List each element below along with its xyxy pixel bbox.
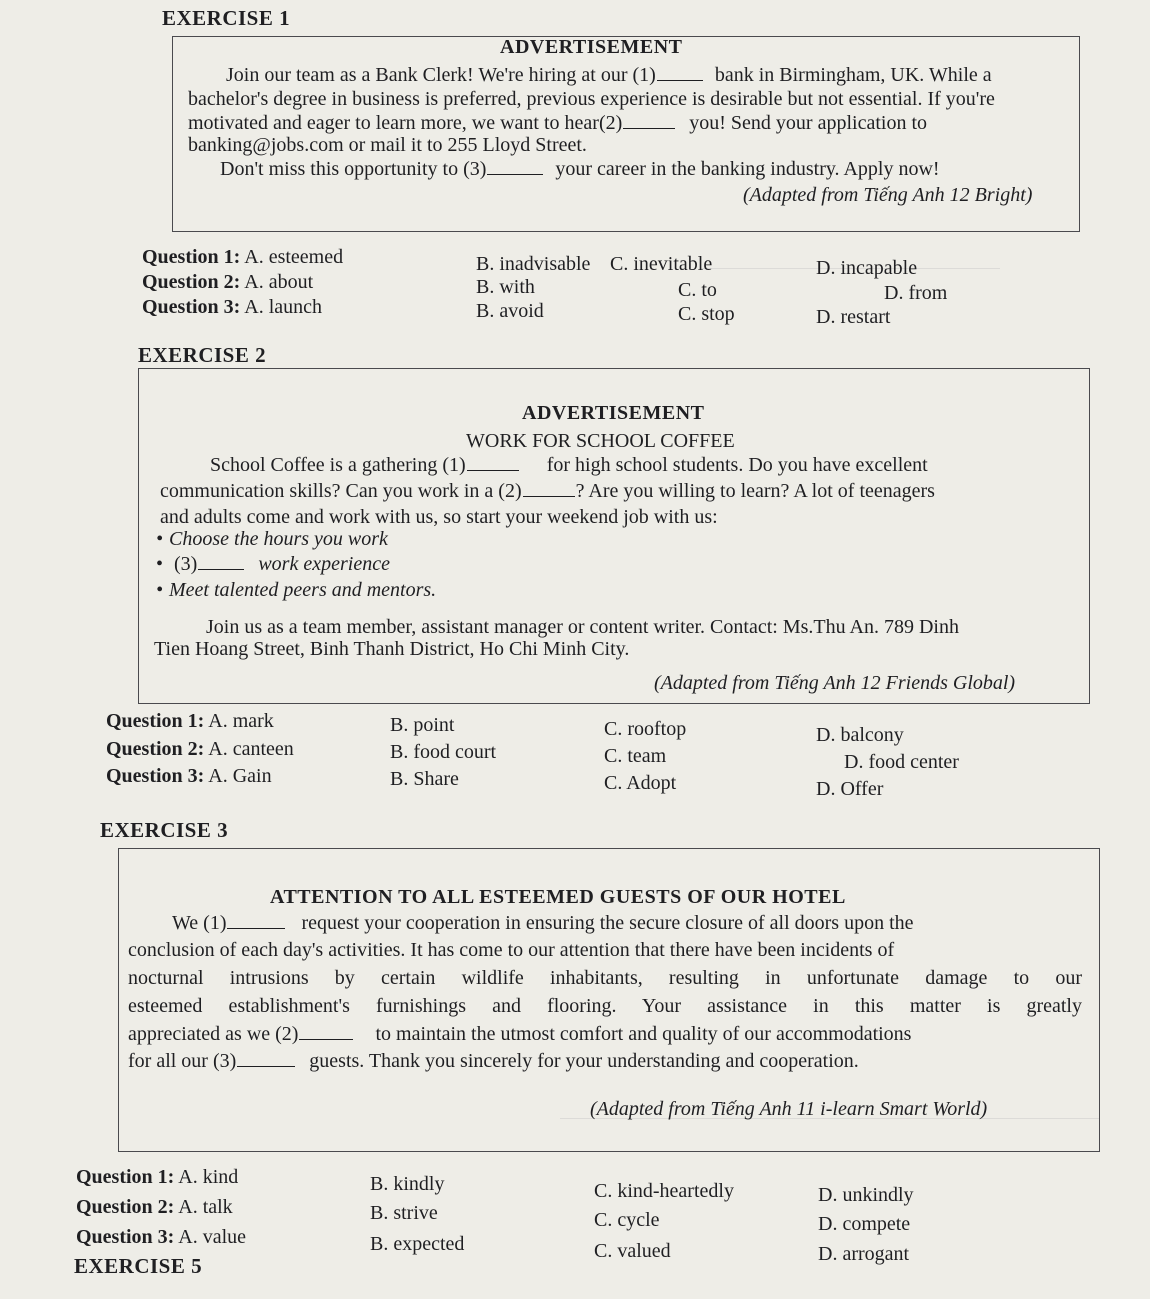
exercise-1-line-1 <box>226 62 992 88</box>
exercise-1-line-5 <box>220 156 940 182</box>
text: guests. Thank you sincerely for your understanding and cooperation. <box>309 1050 859 1072</box>
question-label: Question 1: <box>106 710 205 732</box>
ex3-q2-option-b[interactable]: B. strive <box>370 1202 438 1224</box>
ex1-question-3 <box>142 296 322 319</box>
ex2-q2-option-c[interactable]: C. team <box>604 745 667 767</box>
ex2-q1-option-d[interactable]: D. balcony <box>816 724 904 746</box>
ex3-question-1 <box>76 1166 238 1189</box>
ex3-q3-option-d[interactable]: D. arrogant <box>818 1243 910 1265</box>
question-label: Question 3: <box>106 765 205 787</box>
ex3-q3-option-b[interactable]: B. expected <box>370 1233 465 1255</box>
exercise-2-heading: ADVERTISEMENT <box>522 402 705 424</box>
exercise-3-heading: ATTENTION TO ALL ESTEEMED GUESTS OF OUR HOTEL <box>270 886 846 908</box>
exercise-1-heading: ADVERTISEMENT <box>500 36 683 58</box>
exercise-2-bullet-2 <box>156 551 390 577</box>
ex2-q2-option-b[interactable]: B. food court <box>390 741 497 763</box>
text: Don't miss this opportunity to (3) <box>220 158 487 180</box>
question-label: Question 3: <box>142 296 241 318</box>
exercise-3-source: (Adapted from Tiếng Anh 11 i-learn Smart World) <box>590 1098 988 1120</box>
ex1-question-2 <box>142 271 313 294</box>
text: for high school students. Do you have excellent <box>546 454 928 476</box>
exercise-2-title: EXERCISE 2 <box>138 343 267 367</box>
option-a[interactable]: A. esteemed <box>244 246 344 268</box>
ex1-q1-option-b[interactable]: B. inadvisable <box>476 253 591 275</box>
question-label: Question 3: <box>76 1226 175 1248</box>
ex3-question-2 <box>76 1196 233 1219</box>
ex1-q1-option-d[interactable]: D. incapable <box>816 257 918 279</box>
exercise-1-line-2: bachelor's degree in business is preferred, previous experience is desirable but not essential. If you're <box>188 88 995 110</box>
exercise-2-line-1 <box>210 452 928 478</box>
exercise-3-line-2: conclusion of each day's activities. It has come to our attention that there have been incidents of <box>128 939 895 961</box>
question-label: Question 1: <box>76 1166 175 1188</box>
text: communication skills? Can you work in a (2) <box>160 480 522 502</box>
blank-2 <box>623 127 675 129</box>
ex2-q2-option-d[interactable]: D. food center <box>844 751 959 773</box>
exercise-2-line-2 <box>160 478 935 504</box>
blank-1 <box>657 79 703 81</box>
ex1-q2-option-c[interactable]: C. to <box>678 279 717 301</box>
ex3-q2-option-c[interactable]: C. cycle <box>594 1209 660 1231</box>
ex1-q2-option-b[interactable]: B. with <box>476 276 535 298</box>
exercise-1-source: (Adapted from Tiếng Anh 12 Bright) <box>743 184 1033 206</box>
ex3-q1-option-b[interactable]: B. kindly <box>370 1173 445 1195</box>
ex1-q3-option-d[interactable]: D. restart <box>816 306 891 328</box>
option-a[interactable]: A. value <box>178 1226 247 1248</box>
ex1-q2-option-d[interactable]: D. from <box>884 282 948 304</box>
blank-1 <box>227 927 285 929</box>
ex1-q1-option-c[interactable]: C. inevitable <box>610 253 713 275</box>
exercise-3-line-6 <box>128 1048 859 1074</box>
option-a[interactable]: A. kind <box>178 1166 239 1188</box>
exercise-1-title: EXERCISE 1 <box>162 6 291 30</box>
question-label: Question 2: <box>76 1196 175 1218</box>
text: work experience <box>258 553 390 575</box>
text: ? Are you willing to learn? A lot of teenagers <box>575 480 935 502</box>
text: We (1) <box>172 912 227 934</box>
text: Join our team as a Bank Clerk! We're hiring at our (1) <box>226 64 656 86</box>
blank-3 <box>237 1065 295 1067</box>
option-a[interactable]: A. mark <box>208 710 274 732</box>
exercise-5-title: EXERCISE 5 <box>74 1254 203 1278</box>
text: (3) <box>174 553 198 575</box>
text: you! Send your application to <box>689 112 927 134</box>
ex3-q3-option-c[interactable]: C. valued <box>594 1240 671 1262</box>
ex2-q1-option-b[interactable]: B. point <box>390 714 455 736</box>
text: School Coffee is a gathering (1) <box>210 454 466 476</box>
exercise-3-title: EXERCISE 3 <box>100 818 229 842</box>
ex2-question-3 <box>106 765 272 788</box>
ex1-q3-option-c[interactable]: C. stop <box>678 303 735 325</box>
option-a[interactable]: A. launch <box>244 296 323 318</box>
question-label: Question 2: <box>106 738 205 760</box>
option-a[interactable]: A. about <box>244 271 314 293</box>
text: your career in the banking industry. Apply now! <box>555 158 940 180</box>
text: bank in Birmingham, UK. While a <box>714 64 992 86</box>
exercise-2-bullet-1: • Choose the hours you work <box>156 526 388 552</box>
ex2-q3-option-b[interactable]: B. Share <box>390 768 459 790</box>
question-label: Question 2: <box>142 271 241 293</box>
blank-1 <box>467 469 519 471</box>
exercise-2-bullet-3: • Meet talented peers and mentors. <box>156 577 436 603</box>
text: for all our (3) <box>128 1050 237 1072</box>
ex2-question-2 <box>106 738 294 761</box>
exercise-2-line-4: Join us as a team member, assistant manager or content writer. Contact: Ms.Thu An. 789 Dinh <box>206 616 959 638</box>
exercise-2-subheading: WORK FOR SCHOOL COFFEE <box>466 430 735 452</box>
ex2-q3-option-c[interactable]: C. Adopt <box>604 772 677 794</box>
blank-2 <box>299 1038 353 1040</box>
exercise-1-line-4: banking@jobs.com or mail it to 255 Lloyd Street. <box>188 134 587 156</box>
option-a[interactable]: A. canteen <box>208 738 294 760</box>
ex2-question-1 <box>106 710 274 733</box>
ex3-q1-option-d[interactable]: D. unkindly <box>818 1184 914 1206</box>
option-a[interactable]: A. talk <box>178 1196 233 1218</box>
exercise-2-line-3: and adults come and work with us, so start your weekend job with us: <box>160 506 718 528</box>
blank-2 <box>523 495 575 497</box>
blank-3 <box>198 568 244 570</box>
ex2-q3-option-d[interactable]: D. Offer <box>816 778 884 800</box>
text: to maintain the utmost comfort and quality of our accommodations <box>375 1023 912 1045</box>
text: appreciated as we (2) <box>128 1023 299 1045</box>
ex1-question-1 <box>142 246 343 269</box>
ex3-q1-option-c[interactable]: C. kind-heartedly <box>594 1180 734 1202</box>
exercise-3-line-5 <box>128 1021 911 1047</box>
text: request your cooperation in ensuring the secure closure of all doors upon the <box>301 912 914 934</box>
exercise-3-line-3: nocturnal intrusions by certain wildlife inhabitants, resulting in unfortunate damage to our <box>128 967 1082 989</box>
ex3-question-3 <box>76 1226 246 1249</box>
exercise-3-line-1 <box>172 910 914 936</box>
ex2-q1-option-c[interactable]: C. rooftop <box>604 718 687 740</box>
exercise-2-source: (Adapted from Tiếng Anh 12 Friends Global) <box>654 672 1016 694</box>
question-label: Question 1: <box>142 246 241 268</box>
exercise-3-line-4: esteemed establishment's furnishings and flooring. Your assistance in this matter is greatly <box>128 995 1082 1017</box>
exercise-2-line-5: Tien Hoang Street, Binh Thanh District, Ho Chi Minh City. <box>154 638 630 660</box>
ex3-q2-option-d[interactable]: D. compete <box>818 1213 911 1235</box>
ex1-q3-option-b[interactable]: B. avoid <box>476 300 544 322</box>
option-a[interactable]: A. Gain <box>208 765 272 787</box>
blank-3 <box>487 173 543 175</box>
text: motivated and eager to learn more, we want to hear(2) <box>188 112 623 134</box>
